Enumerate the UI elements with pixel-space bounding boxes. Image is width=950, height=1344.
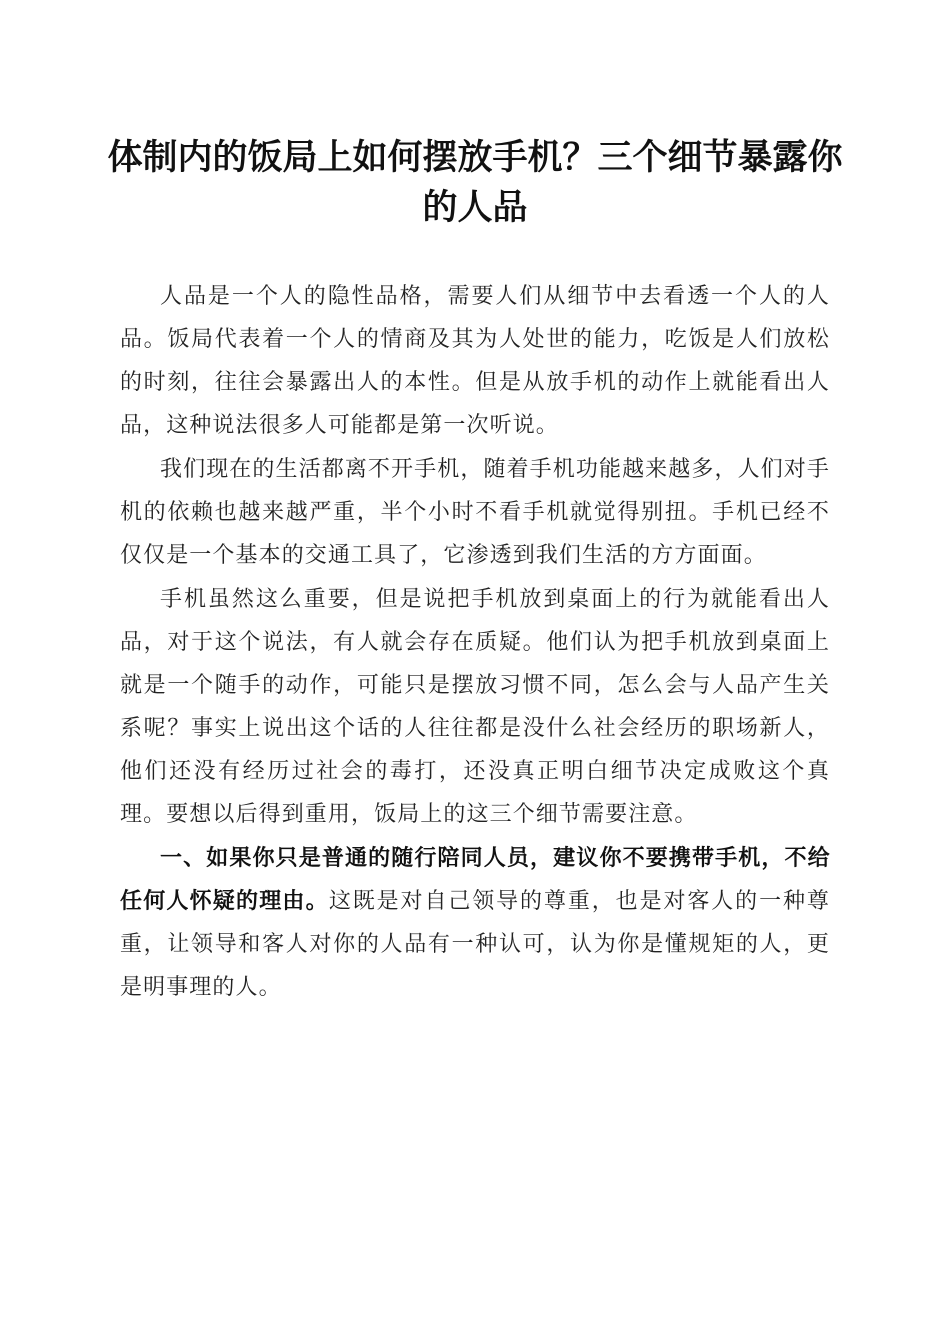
point-one-heading: 一、如果你只是普通的随行陪同人员，建议你不要携带手机，不给任何人怀疑的理由。 (120, 846, 830, 914)
paragraph-phone-dependence: 我们现在的生活都离不开手机，随着手机功能越来越多，人们对手机的依赖也越来越严重，半个小时不看手机就觉得别扭。手机已经不仅仅是一个基本的交通工具了，它渗透到我们生活的方方面面。 (120, 457, 830, 568)
point-one-text: 这既是对自己领导的尊重，也是对客人的一种尊重，让领导和客人对你的人品有一种认可，认为你是懂规矩的人，更是明事理的人。 (120, 889, 830, 1000)
paragraph-doubt: 手机虽然这么重要，但是说把手机放到桌面上的行为就能看出人品，对于这个说法，有人就会存在质疑。他们认为把手机放到桌面上就是一个随手的动作，可能只是摆放习惯不同，怎么会与人品产生关系呢？事实上说出这个话的人往往都是没什么社会经历的职场新人，他们还没有经历过社会的毒打，还没真正明白细节决定成败这个真理。要想以后得到重用，饭局上的这三个细节需要注意。 (120, 587, 830, 827)
paragraph-intro: 人品是一个人的隐性品格，需要人们从细节中去看透一个人的人品。饭局代表着一个人的情商及其为人处世的能力，吃饭是人们放松的时刻，往往会暴露出人的本性。但是从放手机的动作上就能看出人品，这种说法很多人可能都是第一次听说。 (120, 284, 830, 438)
paragraph-point-one (120, 837, 830, 1009)
document-title: 体制内的饭局上如何摆放手机？三个细节暴露你的人品 (107, 137, 843, 228)
document-body (120, 275, 830, 1009)
